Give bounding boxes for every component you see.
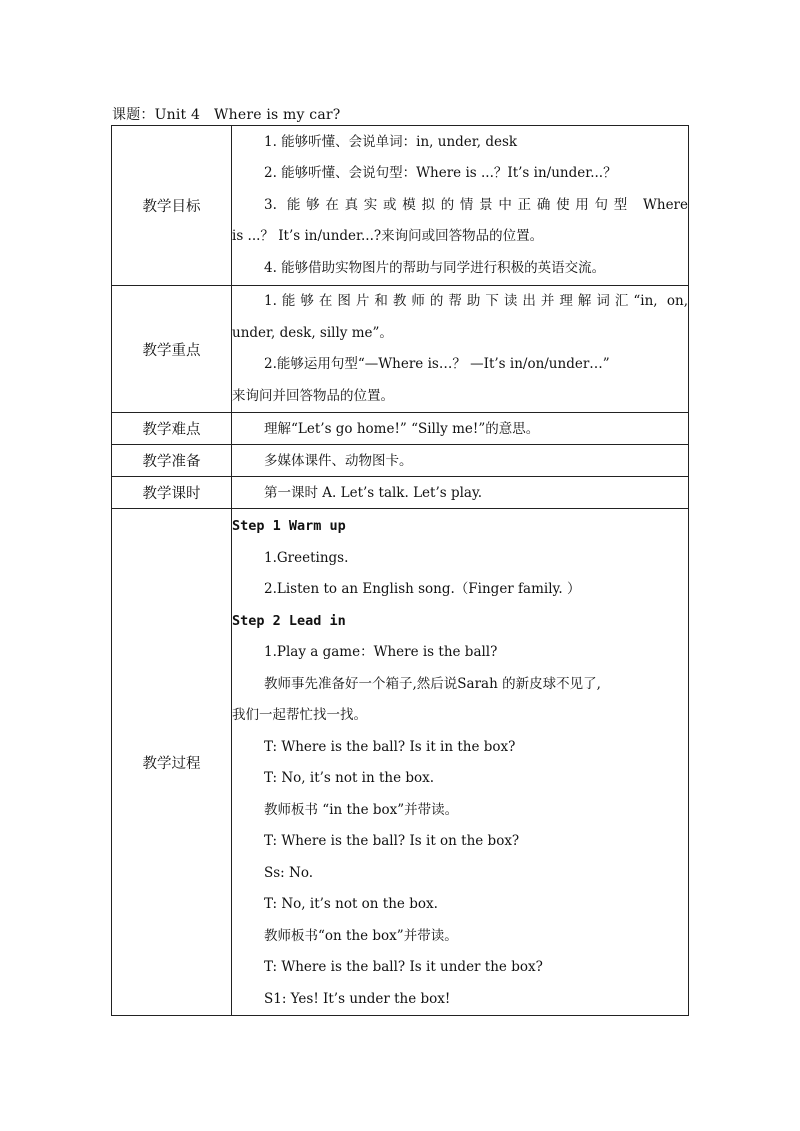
process-line: 我们一起帮忙找一找。 (232, 707, 367, 723)
key-point-line: under, desk, silly me”。 (232, 324, 393, 341)
process-line: 1.Greetings. (264, 549, 349, 566)
row-content-key-points (232, 286, 689, 413)
objective-line: 3. 能够在真实或模拟的情景中正确使用句型 Where (264, 196, 688, 213)
process-line: 教师板书 “in the box”并带读。 (264, 801, 459, 818)
row-label-key-points: 教学重点 (112, 286, 232, 413)
row-content-preparation (232, 445, 689, 477)
page-title: 课题：Unit 4 Where is my car? (112, 107, 341, 123)
process-line: T: No, it’s not in the box. (264, 770, 435, 786)
process-line: T: Where is the ball? Is it under the box? (264, 959, 543, 975)
table-row (112, 477, 689, 509)
process-line: 1.Play a game：Where is the ball? (264, 644, 498, 660)
process-line: 教师事先准备好一个箱子,然后说Sarah 的新皮球不见了, (264, 675, 601, 692)
process-line: Ss: No. (264, 864, 314, 881)
row-content-process (232, 509, 689, 1016)
key-point-line: 1.能够在图片和教师的帮助下读出并理解词汇“in, on, (264, 293, 688, 309)
table-row (112, 126, 689, 286)
step-heading: Step 1 Warm up (232, 518, 346, 534)
process-line: T: No, it’s not on the box. (264, 896, 438, 912)
objective-line: 2. 能够听懂、会说句型：Where is ...？It’s in/under...？ (264, 165, 617, 182)
row-label-process: 教学过程 (112, 509, 232, 1016)
row-content-difficulties (232, 413, 689, 445)
difficulties-text: 理解“Let’s go home!” “Silly me!”的意思。 (264, 420, 540, 437)
row-label-difficulties: 教学难点 (112, 413, 232, 445)
objective-line: 4. 能够借助实物图片的帮助与同学进行积极的英语交流。 (264, 259, 606, 276)
key-point-line: 来询问并回答物品的位置。 (232, 387, 394, 404)
row-content-period (232, 477, 689, 509)
process-line: T: Where is the ball? Is it on the box? (264, 833, 520, 849)
process-line: S1: Yes! It’s under the box! (264, 990, 451, 1007)
row-label-objectives: 教学目标 (112, 126, 232, 286)
key-point-line: 2.能够运用句型“—Where is…？ —It’s in/on/under…” (264, 356, 610, 372)
step-heading: Step 2 Lead in (232, 612, 346, 629)
table-row (112, 286, 689, 413)
row-label-period: 教学课时 (112, 477, 232, 509)
lesson-plan-table (111, 125, 689, 1016)
row-content-objectives (232, 126, 689, 286)
process-line: 2.Listen to an English song.（Finger family. ） (264, 581, 581, 597)
process-line: T: Where is the ball? Is it in the box? (264, 738, 516, 755)
table-row (112, 509, 689, 1016)
table-row (112, 445, 689, 477)
preparation-text: 多媒体课件、动物图卡。 (264, 452, 413, 469)
objective-line: 1. 能够听懂、会说单词：in, under, desk (264, 133, 518, 150)
objective-line: is ...？ It’s in/under...?来询问或回答物品的位置。 (232, 228, 544, 245)
row-label-preparation: 教学准备 (112, 445, 232, 477)
table-row (112, 413, 689, 445)
process-line: 教师板书“on the box”并带读。 (264, 927, 458, 944)
period-text: 第一课时 A. Let’s talk. Let’s play. (264, 484, 483, 501)
